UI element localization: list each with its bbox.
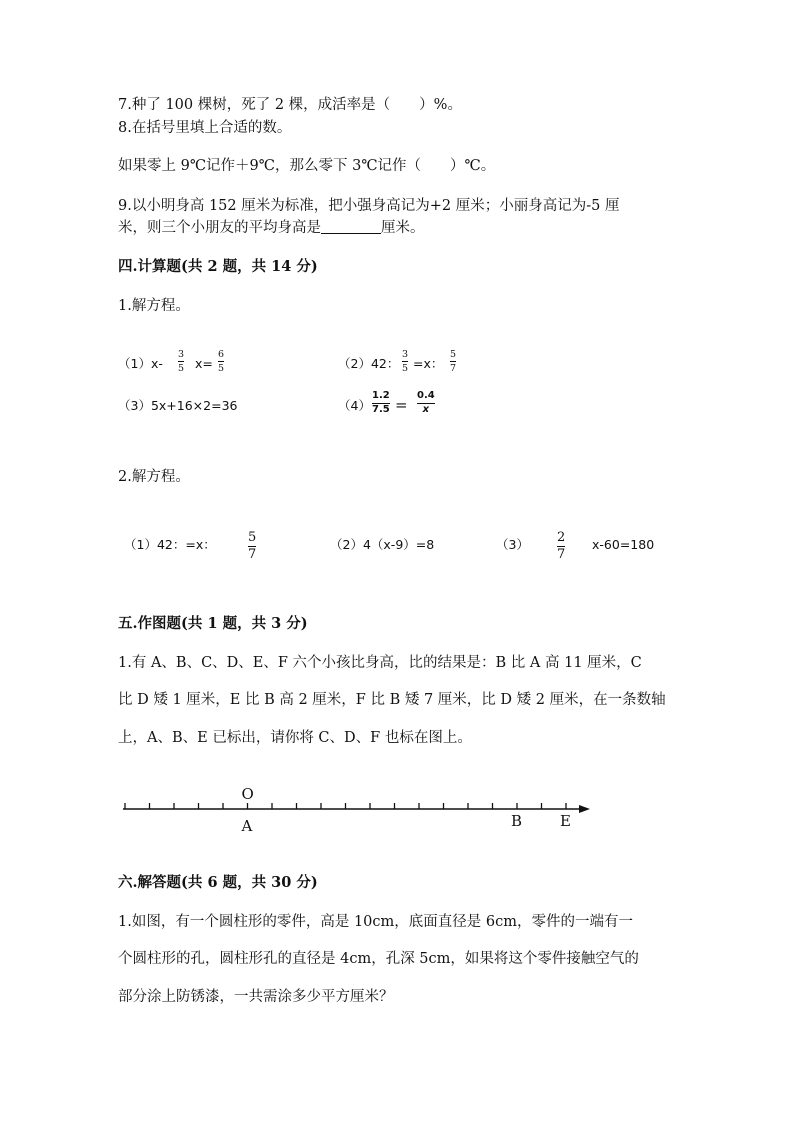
s4-q1-p2-mid: =x： (413, 356, 444, 371)
s4-q2-p1-label: （1）42：=x： (124, 537, 216, 552)
section5-title: 五.作图题(共 1 题，共 3 分) (118, 615, 308, 632)
s4-q2-p3-tail: x-60=180 (592, 537, 655, 552)
fraction-3-5: 3 5 (178, 349, 185, 374)
s4-q2-p3-label: （3） (496, 537, 529, 552)
fraction-2-7: 2 7 (557, 530, 566, 562)
fraction-3-5-b: 3 5 (402, 349, 409, 374)
s4-q1-text: 1.解方程。 (118, 298, 190, 314)
fraction-5-7: 5 7 (450, 349, 457, 374)
s6-q1-line3: 部分涂上防锈漆，一共需涂多少平方厘米？ (118, 989, 394, 1005)
s5-q1-line1: 1.有 A、B、C、D、E、F 六个小孩比身高，比的结果是：B 比 A 高 11 厘米，C (118, 655, 642, 671)
number-line (118, 798, 594, 822)
label-E: E (560, 812, 571, 830)
s5-q1-line2: 比 D 矮 1 厘米，E 比 B 高 2 厘米，F 比 B 矮 7 厘米，比 D 矮 2 厘米，在一条数轴 (118, 692, 666, 708)
fraction-5-7-b: 5 7 (248, 530, 257, 562)
s6-q1-line2: 个圆柱形的孔，圆柱形孔的直径是 4cm，孔深 5cm，如果将这个零件接触空气的 (118, 951, 639, 967)
section6-title: 六.解答题(共 6 题，共 30 分) (118, 874, 318, 891)
arrow-head-icon (579, 805, 590, 813)
label-A: A (241, 817, 253, 835)
answer-blank (321, 233, 381, 234)
section4-title: 四.计算题(共 2 题，共 14 分) (118, 258, 318, 275)
q9-line2-b: 厘米。 (381, 220, 425, 236)
equals-sign: = (395, 396, 408, 414)
s4-q1-p1-mid: x= (195, 356, 213, 371)
label-B: B (511, 812, 523, 830)
s4-q2-text: 2.解方程。 (118, 469, 190, 485)
fraction-0.4-x: 0.4 x (417, 390, 435, 415)
q8-sub-text: 如果零上 9℃记作＋9℃，那么零下 3℃记作（ ）℃。 (118, 158, 496, 174)
q9-line2-a: 米，则三个小朋友的平均身高是 (118, 220, 321, 236)
q9-line2 (118, 221, 425, 236)
q9-line1: 9.以小明身高 152 厘米为标准，把小强身高记为+2 厘米；小丽身高记为-5 厘 (118, 198, 620, 214)
q8-text: 8.在括号里填上合适的数。 (118, 120, 292, 136)
fraction-1.2-7.5: 1.2 7.5 (372, 390, 390, 415)
fraction-6-5: 6 5 (218, 349, 225, 374)
s5-q1-line3: 上，A、B、E 已标出，请你将 C、D、F 也标在图上。 (118, 730, 472, 746)
s6-q1-line1: 1.如图，有一个圆柱形的零件，高是 10cm，底面直径是 6cm，零件的一端有一 (118, 914, 633, 930)
s4-q2-p2: （2）4（x-9）=8 (330, 537, 435, 552)
q7-text: 7.种了 100 棵树，死了 2 棵，成活率是（ ）%。 (118, 97, 462, 113)
label-O: O (241, 785, 254, 803)
s4-q1-p3: （3）5x+16×2=36 (118, 398, 238, 413)
s4-q1-p1-label: （1）x- (118, 356, 163, 371)
number-line-ticks (125, 803, 566, 809)
s4-q1-p4-label: （4） (338, 398, 371, 413)
s4-q1-p2-label: （2）42： (338, 356, 400, 371)
